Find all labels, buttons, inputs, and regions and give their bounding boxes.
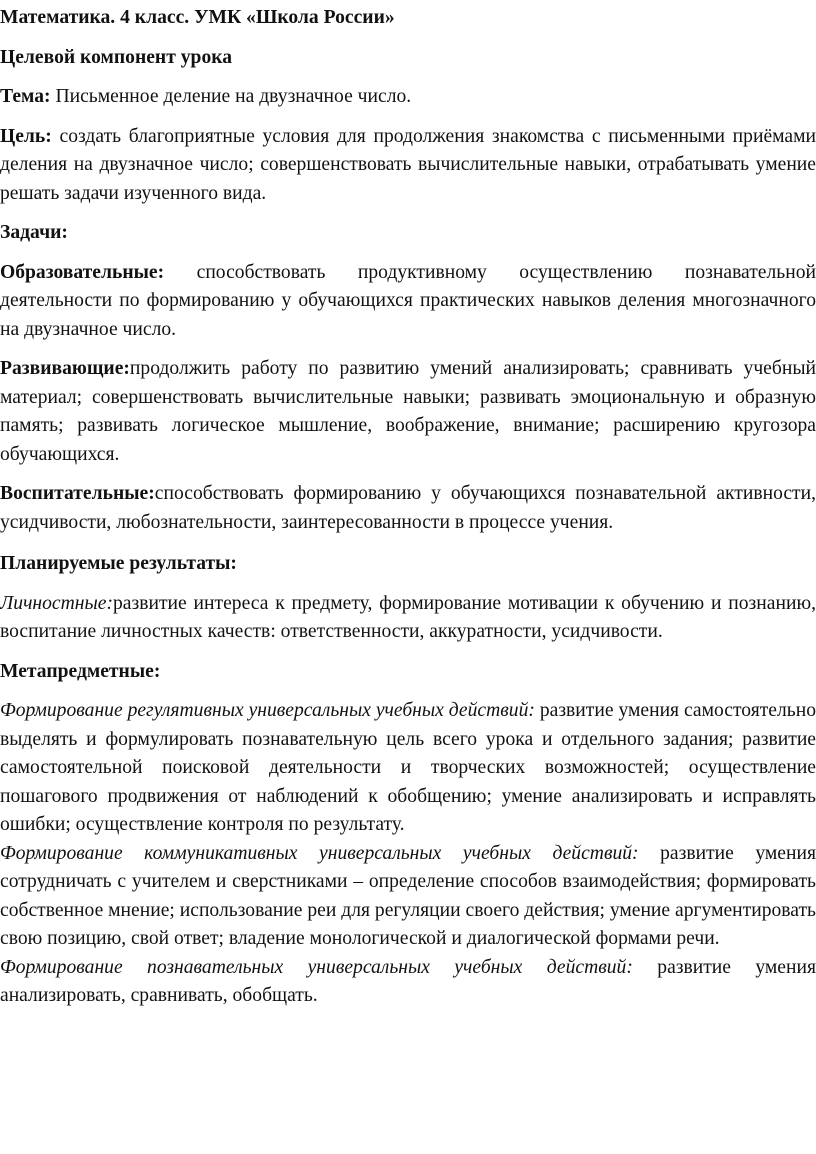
component-heading: Целевой компонент урока bbox=[0, 46, 233, 68]
cognitive-paragraph bbox=[0, 954, 816, 1011]
upbringing-paragraph bbox=[0, 480, 816, 537]
regulatory-paragraph bbox=[0, 697, 816, 840]
educational-label: Образовательные: bbox=[0, 261, 165, 283]
course-title: Математика. 4 класс. УМК «Школа России» bbox=[0, 7, 395, 28]
educational-paragraph bbox=[0, 259, 816, 345]
goal-text: создать благоприятные условия для продолжения знакомства с письменными приёмами деления на двузначное число; совершенствовать вычислительные навыки, отрабатывать умение решать задачи изученного вида. bbox=[0, 125, 816, 204]
personal-paragraph bbox=[0, 590, 816, 647]
communicative-paragraph bbox=[0, 840, 816, 954]
upbringing-label: Воспитательные: bbox=[0, 483, 155, 504]
developmental-label: Развивающие: bbox=[0, 358, 130, 379]
topic-text: Письменное деление на двузначное число. bbox=[50, 86, 412, 107]
cognitive-label: Формирование познавательных универсальных учебных действий: bbox=[0, 956, 633, 978]
educational-text: способствовать продуктивному осуществлению познавательной деятельности по формированию у обучающихся практических навыков деления многозначного на двузначное число. bbox=[0, 261, 816, 340]
communicative-text: развитие умения сотрудничать с учителем и сверстниками – определение способов взаимодействия; формировать собственное мнение; использование реи для регуляции своего действия; умение аргументировать свою позицию, свой ответ; владение монологической и диалогической формами речи. bbox=[0, 842, 816, 949]
communicative-label: Формирование коммуникативных универсальных учебных действий: bbox=[0, 842, 639, 864]
results-heading: Планируемые результаты: bbox=[0, 553, 237, 574]
topic-label: Тема: bbox=[0, 86, 51, 107]
upbringing-text: способствовать формированию у обучающихся познавательной активности, усидчивости, любознательности, заинтересованности в процессе учения. bbox=[0, 483, 816, 533]
goal-paragraph bbox=[0, 123, 816, 209]
developmental-text: продолжить работу по развитию умений анализировать; сравнивать учебный материал; совершенствовать вычислительные навыки; развивать эмоциональную и образную память; развивать логическое мышление, воображение, внимание; расширению кругозора обучающихся. bbox=[0, 358, 816, 465]
developmental-paragraph bbox=[0, 355, 816, 469]
regulatory-label: Формирование регулятивных универсальных учебных действий: bbox=[0, 700, 535, 721]
cognitive-text: развитие умения анализировать, сравнивать, обобщать. bbox=[0, 956, 816, 1006]
topic-paragraph bbox=[0, 83, 816, 112]
personal-label: Личностные: bbox=[0, 592, 113, 614]
personal-text: развитие интереса к предмету, формирование мотивации к обучению и познанию, воспитание личностных качеств: ответственности, аккуратности, усидчивости. bbox=[0, 592, 816, 642]
meta-heading: Метапредметные: bbox=[0, 660, 161, 682]
goal-label: Цель: bbox=[0, 125, 52, 147]
tasks-heading: Задачи: bbox=[0, 222, 68, 243]
regulatory-text: развитие умения самостоятельно выделять и формулировать познавательную цель всего урока и отдельного задания; развитие самостоятельной поисковой деятельности и творческих возможностей; осуществление пошагового продвижения от наблюдений к обобщению; умение анализировать и исправлять ошибки; осуществление контроля по результату. bbox=[0, 700, 816, 835]
